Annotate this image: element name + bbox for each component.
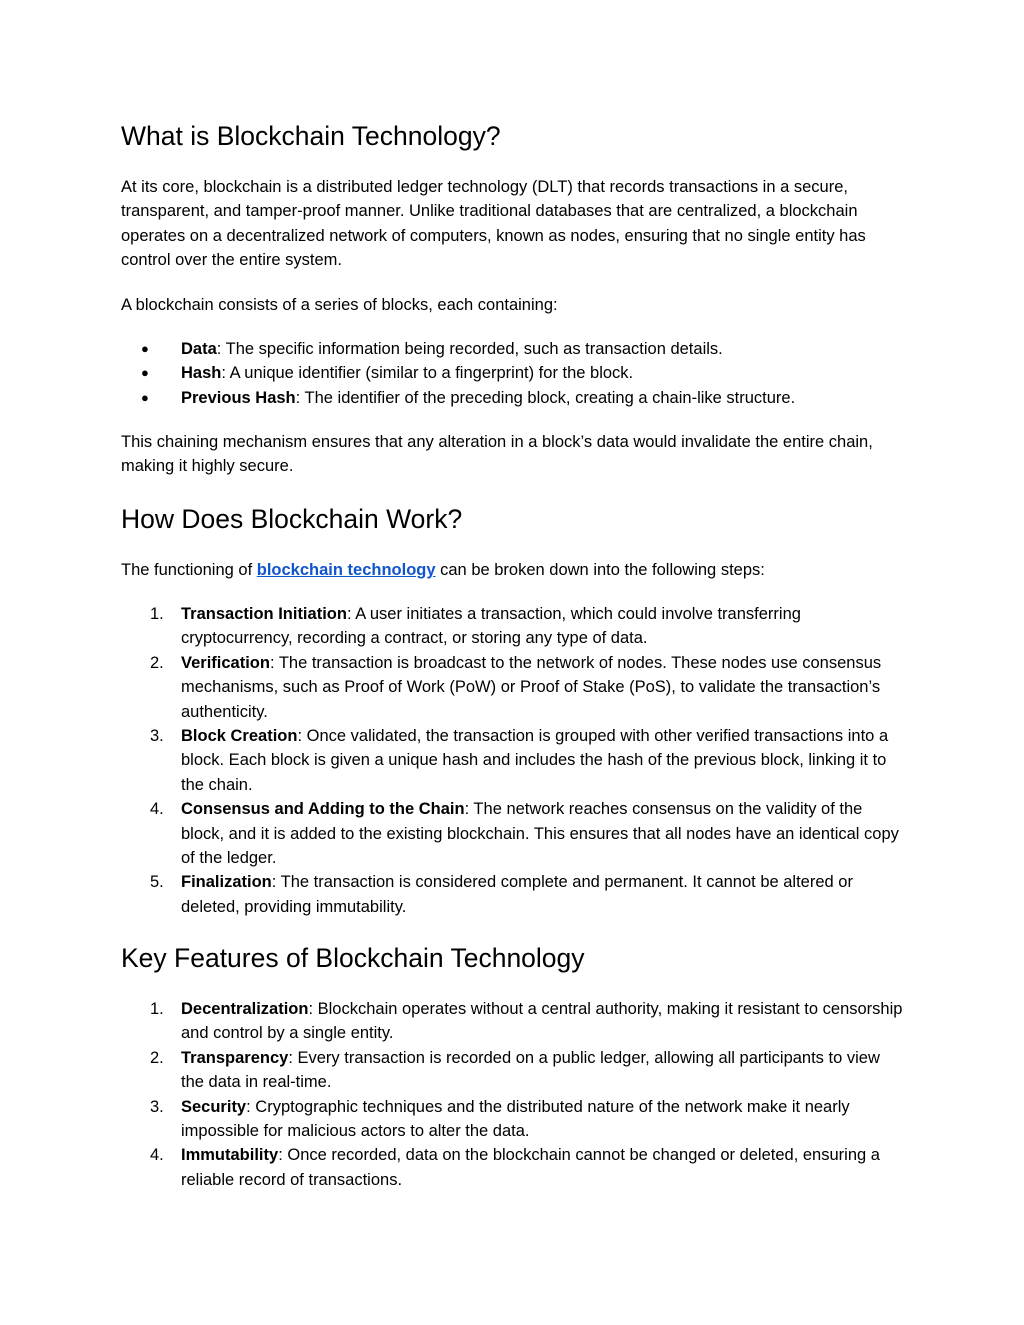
list-item: 4. Immutability: Once recorded, data on the blockchain cannot be changed or deleted, ensuring a reliable record of transactions. — [150, 1146, 880, 1189]
bullet-icon: ● — [141, 389, 149, 405]
list-item: ● Previous Hash: The identifier of the preceding block, creating a chain-like structure. — [121, 386, 906, 410]
block-contents-list — [121, 337, 906, 410]
list-item: ● Data: The specific information being recorded, such as transaction details. — [121, 337, 906, 361]
list-item: 3. Block Creation: Once validated, the transaction is grouped with other verified transactions into a block. Each block is given a unique hash and includes the hash of the previous block, linking it to the chain. — [150, 727, 889, 794]
list-item: 5. Finalization: The transaction is considered complete and permanent. It cannot be altered or deleted, providing immutability. — [150, 873, 853, 916]
list-item: 4. Consensus and Adding to the Chain: The network reaches consensus on the validity of the block, and it is added to the existing blockchain. This ensures that all nodes have an identical copy of the ledger. — [150, 800, 899, 868]
blocks-lead-paragraph: A blockchain consists of a series of blocks, each containing: — [121, 296, 558, 314]
list-item: 2. Verification: The transaction is broadcast to the network of nodes. These nodes use consensus mechanisms, such as Proof of Work (PoW) or Proof of Stake (PoS), to validate the transaction’s authenticity. — [150, 653, 882, 721]
list-item: 1. Transaction Initiation: A user initiates a transaction, which could involve transferring cryptocurrency, recording a contract, or storing any type of data. — [150, 605, 801, 648]
heading-how-blockchain-works: How Does Blockchain Work? — [121, 504, 463, 534]
list-item: ● Hash: A unique identifier (similar to a fingerprint) for the block. — [121, 361, 906, 385]
blockchain-technology-link[interactable]: blockchain technology — [256, 561, 436, 579]
heading-key-features: Key Features of Blockchain Technology — [121, 943, 585, 973]
steps-lead-paragraph: The functioning of blockchain technology can be broken down into the following steps: — [121, 561, 765, 579]
list-item: 1. Decentralization: Blockchain operates without a central authority, making it resistant to censorship and control by a single entity. — [150, 1000, 903, 1043]
bullet-icon: ● — [141, 341, 149, 356]
intro-paragraph: At its core, blockchain is a distributed ledger technology (DLT) that records transactions in a secure, transparent, and tamper-proof manner. Unlike traditional databases that are centralized, a blockchain operates on a decentralized network of computers, known as nodes, ensuring that no single entity has control over the entire system. — [121, 178, 866, 270]
bullet-icon: ● — [141, 365, 149, 381]
features-list — [121, 997, 906, 1192]
list-item: 3. Security: Cryptographic techniques and the distributed nature of the network make it nearly impossible for malicious actors to alter the data. — [150, 1097, 850, 1141]
steps-list — [121, 602, 906, 919]
chaining-paragraph: This chaining mechanism ensures that any alteration in a block’s data would invalidate the entire chain, making it highly secure. — [121, 433, 873, 476]
list-item: 2. Transparency: Every transaction is recorded on a public ledger, allowing all participants to view the data in real-time. — [150, 1048, 880, 1092]
heading-what-is-blockchain: What is Blockchain Technology? — [121, 121, 501, 151]
